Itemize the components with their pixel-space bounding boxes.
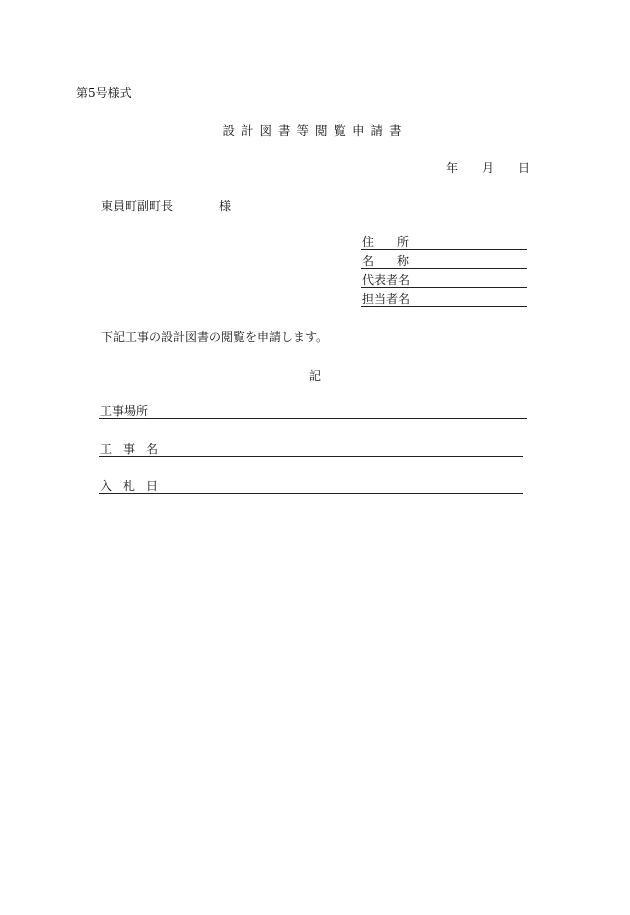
- work-name-label: 工事名: [100, 442, 170, 456]
- applicant-representative-label: 代表者名: [362, 273, 411, 287]
- applicant-address-label: 住所: [362, 235, 433, 249]
- date-day: 日: [518, 161, 531, 175]
- date-line: [446, 161, 530, 175]
- construction-location-line: [99, 402, 527, 419]
- body-text: 下記工事の設計図書の閲覧を申請します。: [101, 330, 329, 344]
- applicant-contact-label: 担当者名: [362, 292, 411, 306]
- bid-date-line: [99, 477, 523, 494]
- work-name-line: [99, 440, 523, 457]
- applicant-address-line: [361, 233, 527, 250]
- ki-heading: 記: [308, 369, 321, 383]
- addressee-name: 東員町副町長: [101, 199, 174, 213]
- addressee-honorific: 様: [219, 199, 232, 213]
- date-year: 年: [446, 161, 459, 175]
- bid-date-label: 入札日: [100, 479, 170, 493]
- applicant-name-line: [361, 252, 527, 269]
- construction-location-label: 工事場所: [100, 404, 149, 418]
- applicant-contact-line: [361, 290, 527, 307]
- date-month: 月: [482, 161, 495, 175]
- document-title: 設計図書等閲覧申請書: [222, 123, 408, 138]
- form-number: 第5号様式: [76, 86, 132, 100]
- applicant-representative-line: [361, 271, 527, 288]
- applicant-name-label: 名称: [362, 254, 433, 268]
